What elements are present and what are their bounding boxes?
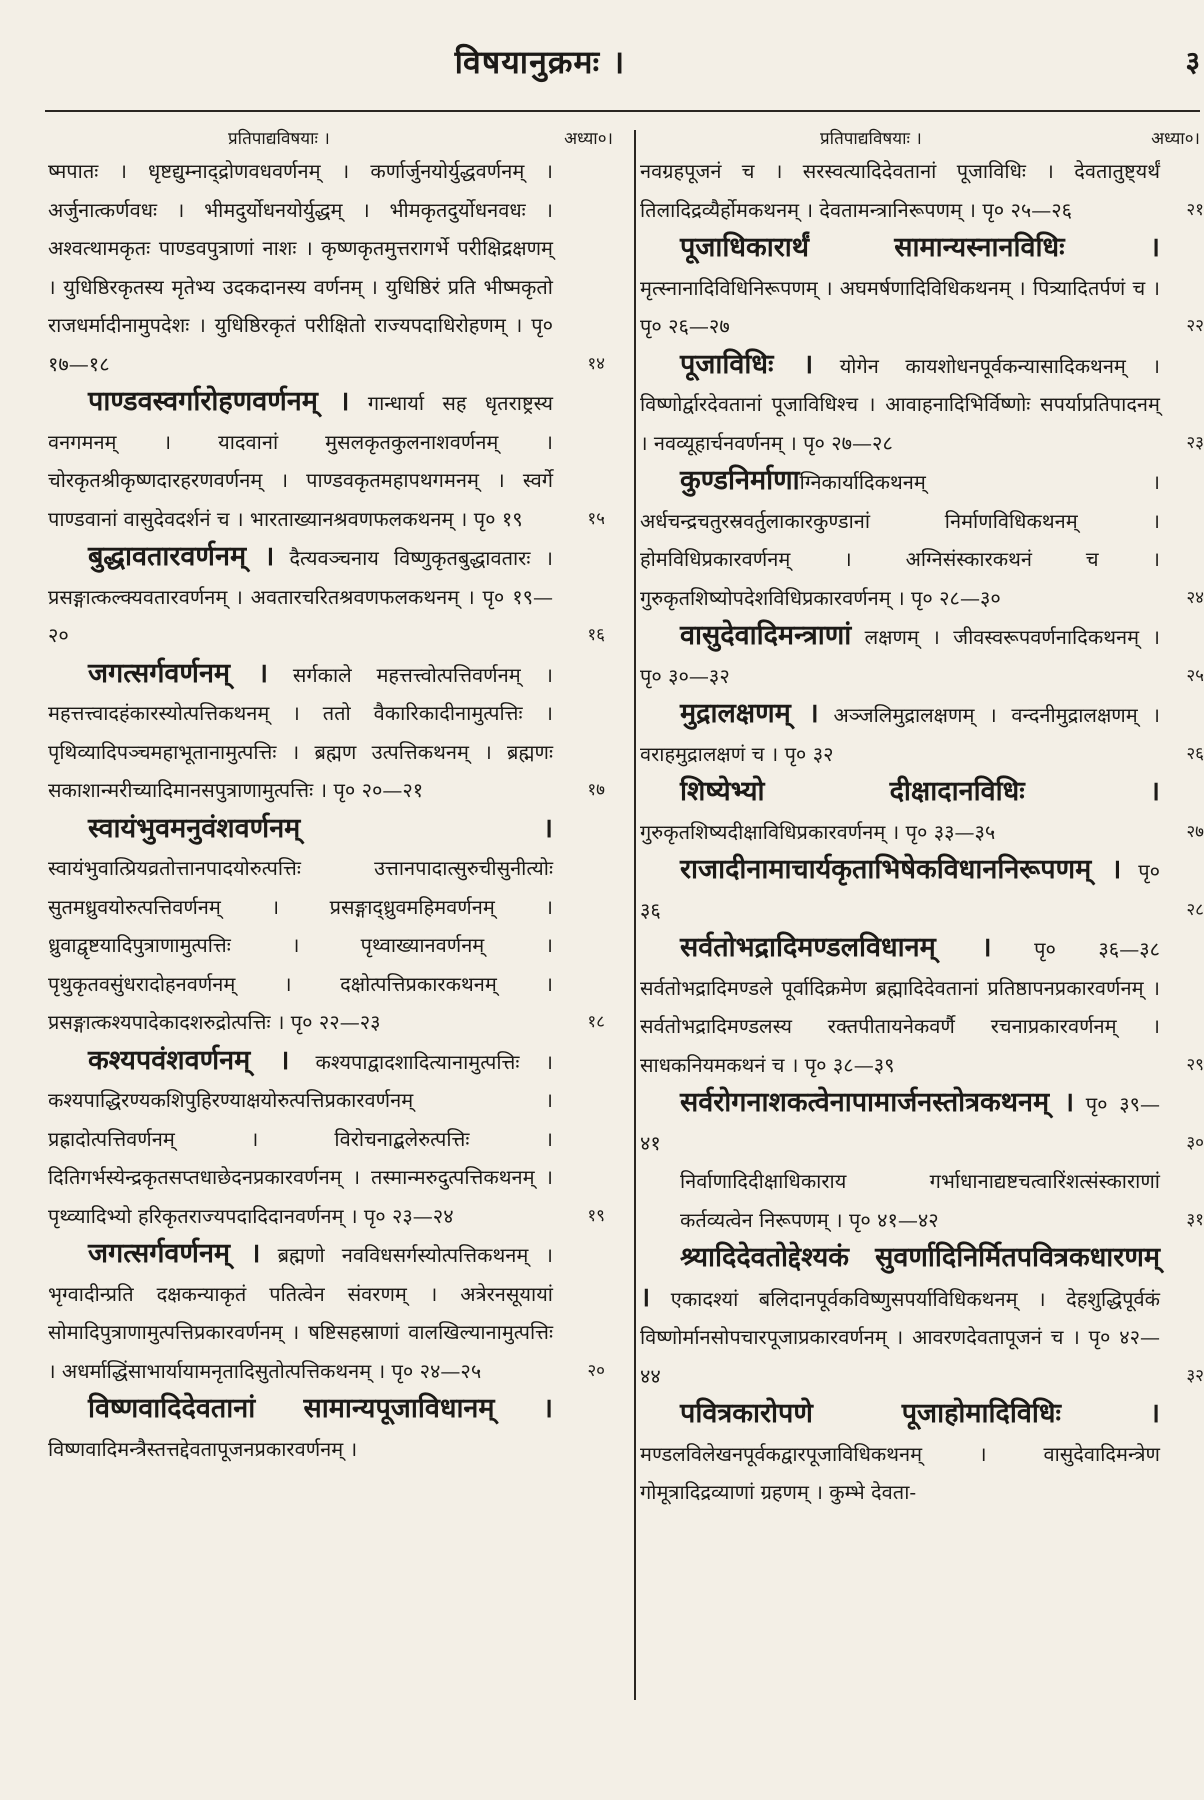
chapter-number: २४ <box>1186 587 1204 608</box>
chapter-number: ३० <box>1186 1132 1204 1153</box>
entry-text: दैत्यवञ्चनाय विष्णुकृतबुद्धावतारः । प्रसङ्गात्कल्क्यवतारवर्णनम् । अवतारचरितश्रवणफलकथनम् । पृ० १९—२० <box>48 546 554 647</box>
chapter-number: २० <box>587 1360 605 1381</box>
toc-entry <box>640 617 1204 695</box>
chapter-number: २८ <box>1186 899 1204 920</box>
entry-heading: शिष्येभ्यो दीक्षादानविधिः । <box>680 776 1160 807</box>
header-rule <box>45 110 1200 112</box>
entry-text: योगेन कायशोधनपूर्वकन्यासादिकथनम् । विष्णोर्द्वारदेवतानां पूजाविधिश्च । आवाहनादिभिर्विष्णोः सपर्याप्रतिपादनम् । नवव्यूहार्चनवर्णनम् । पृ० २७—२८ <box>640 353 1160 455</box>
entry-heading: सर्वरोगनाशकत्वेनापामार्जनस्तोत्रकथनम् । <box>680 1087 1075 1118</box>
entry-text: सर्गकाले महत्तत्त्वोत्पत्तिवर्णनम् । महत्तत्त्वादहंकारस्योत्पत्तिकथनम् । ततो वैकारिकादीनामुत्पत्तिः । पृथिव्यादिपञ्चमहाभूतानामुत्पत्तिः । ब्रह्मण उत्पत्तिकथनम् । ब्रह्मणः सकाशान्मरीच्यादिमानसपुत्राणामुत्पत्तिः । पृ० २०—२१ <box>48 662 553 802</box>
entry-text: गुरुकृतशिष्यदीक्षाविधिप्रकारवर्णनम् । पृ० ३३—३५ <box>640 819 996 844</box>
toc-entry <box>640 152 1204 229</box>
toc-entry <box>48 538 633 655</box>
toc-entry <box>680 1162 1204 1239</box>
toc-entry <box>640 851 1204 929</box>
toc-entry <box>640 1395 1200 1512</box>
chapter-number: १९ <box>587 1205 605 1226</box>
entry-heading: श्र्यादिदेवतोद्देश्यकं सुवर्णादिनिर्मितपवित्रकधारणम् । <box>640 1242 1160 1313</box>
entry-heading: जगत्सर्गवर्णनम् । <box>88 1238 261 1269</box>
entry-text: ग्निकार्यादिकथनम् । अर्धचन्द्रचतुरस्रवर्तुलाकारकुण्डानां निर्माणविधिकथनम् । होमविधिप्रकारवर्णनम् । अग्निसंस्कारकथनं च । गुरुकृतशिष्योपदेशविधिप्रकारवर्णनम् । पृ० २८—३० <box>640 470 1160 610</box>
toc-entry <box>48 655 633 810</box>
entry-heading: पूजाधिकारार्थं सामान्यस्नानविधिः । <box>680 232 1160 263</box>
toc-entry <box>640 229 1204 346</box>
entry-text: एकादश्यां बलिदानपूर्वकविष्णुसपर्याविधिकथनम् । देहशुद्धिपूर्वकं विष्णोर्मानसोपचारपूजाप्रकारवर्णनम् । आवरणदेवतापूजनं च । पृ० ४२—४४ <box>640 1286 1160 1388</box>
page-title: विषयानुक्रमः । <box>454 43 626 81</box>
page-number: ३ <box>1185 45 1200 78</box>
entry-text: ब्रह्मणो नवविधसर्गस्योत्पत्तिकथनम् । भृग्वादीन्प्रति दक्षकन्याकृतं पतित्वेन संवरणम् । अत्रेरनसूयायां सोमादिपुत्राणामुत्पत्तिप्रकारवर्णनम् । षष्टिसहस्राणां वालखिल्यानामुत्पत्तिः । अधर्माद्धिंसाभार्यायामनृतादिसुतोत्पत्तिकथनम् । पृ० २४—२५ <box>48 1243 553 1383</box>
chapter-number: २५ <box>1186 665 1204 686</box>
toc-entry <box>640 462 1204 617</box>
entry-text: पृ० ३६—३८ सर्वतोभद्रादिमण्डले पूर्वादिक्रमेण ब्रह्मादिदेवतानां प्रतिष्ठापनप्रकारवर्णनम् । सर्वतोभद्रादिमण्डलस्य रक्तपीतायनेकवर्णै रचनाप्रकारवर्णनम् । साधकनियमकथनं च । पृ० ३८—३९ <box>640 937 1160 1077</box>
chapter-number: १४ <box>587 353 605 374</box>
column-header <box>640 118 1200 152</box>
column-header-topic: प्रतिपाद्यविषयाः । <box>228 129 330 149</box>
toc-entry <box>48 810 633 1042</box>
entry-text: गान्धार्या सह धृतराष्ट्रस्य वनगमनम् । यादवानां मुसलकृतकुलनाशवर्णनम् । चोरकृतश्रीकृष्णदारहरणवर्णनम् । पाण्डवकृतमहापथगमनम् । स्वर्गे पाण्डवानां वासुदेवदर्शनं च । भारताख्यानश्रवणफलकथनम् । पृ० १९ <box>48 391 554 531</box>
column-header-chapter: अध्या०। <box>1151 129 1200 149</box>
entry-heading: पूजाविधिः । <box>680 348 814 380</box>
chapter-number: २६ <box>1186 743 1204 764</box>
toc-entry <box>640 346 1204 463</box>
entry-text: पृ० ३६ <box>640 859 1160 922</box>
entry-heading: जगत्सर्गवर्णनम् । <box>88 657 269 689</box>
entry-heading: पाण्डवस्वर्गारोहणवर्णनम् । <box>88 386 350 417</box>
entry-heading: वासुदेवादिमन्त्राणां <box>680 620 852 651</box>
entry-heading: विष्णवादिदेवतानां सामान्यपूजाविधानम् । <box>88 1393 553 1424</box>
chapter-number: २३ <box>1186 432 1204 453</box>
column-header-topic: प्रतिपाद्यविषयाः । <box>820 129 922 149</box>
column-divider <box>634 130 636 1700</box>
entry-heading: सर्वतोभद्रादिमण्डलविधानम् । <box>680 932 992 963</box>
toc-entry <box>640 773 1204 851</box>
entry-heading: पवित्रकारोपणे पूजाहोमादिविधिः । <box>680 1398 1160 1429</box>
toc-entry <box>48 1235 633 1390</box>
entry-heading: कश्यपवंशवर्णनम् । <box>88 1044 290 1076</box>
entry-text: नवग्रहपूजनं च । सरस्वत्यादिदेवतानां पूजाविधिः । देवतातुष्ट्यर्थं तिलादिद्रव्यैर्होमकथनम् । देवतामन्त्रानिरूपणम् । पृ० २५—२६ <box>640 159 1160 222</box>
chapter-number: १७ <box>587 780 605 800</box>
toc-entry <box>48 1390 633 1468</box>
toc-entry <box>640 695 1204 773</box>
toc-entry <box>640 1084 1204 1162</box>
entry-text: ष्मपातः । धृष्टद्युम्नाद्द्रोणवधवर्णनम् । कर्णार्जुनयोर्युद्धवर्णनम् । अर्जुनात्कर्णवधः । भीमदुर्योधनयोर्युद्धम् । भीमकृतदुर्योधनवधः । अश्वत्थामकृतः पाण्डवपुत्राणां नाशः । कृष्णकृतमुत्तरागर्भे परीक्षिद्रक्षणम् । युधिष्ठिरकृतस्य मृतेभ्य उदकदानस्य वर्णनम् । युधिष्ठिरं प्रति भीष्मकृतो राजधर्मादीनामुपदेशः । युधिष्ठिरकृतं परीक्षितो राज्यपदाधिरोहणम् । पृ० १७—१८ <box>48 159 553 376</box>
chapter-number: २९ <box>1186 1054 1204 1075</box>
entry-heading: कुण्डनिर्माणा <box>680 465 800 496</box>
chapter-number: १६ <box>587 625 605 645</box>
toc-entry <box>640 929 1204 1084</box>
entry-heading: स्वायंभुवमनुवंशवर्णनम् । <box>88 812 553 844</box>
entry-text: कश्यपाद्वादशादित्यानामुत्पत्तिः । कश्यपाद्धिरण्यकशिपुहिरण्याक्षयोरुत्पत्तिप्रकारवर्णनम् । प्रह्रादोत्पत्तिवर्णनम् । विरोचनाद्बलेरुत्पत्तिः । दितिगर्भस्येन्द्रकृतसप्तधाछेदनप्रकारवर्णनम् । तस्मान्मरुदुत्पत्तिकथनम् । पृथ्व्यादिभ्यो हरिकृतराज्यपदादिदानवर्णनम् । पृ० २३—२४ <box>48 1049 553 1228</box>
chapter-number: २१ <box>1186 199 1204 220</box>
entry-text: निर्वाणादिदीक्षाधिकाराय गर्भाधानाद्यष्टचत्वारिंशत्संस्काराणां कर्तव्यत्वेन निरूपणम् । पृ० ४१—४२ <box>680 1169 1160 1232</box>
entry-text: पृ० ३९—४१ <box>640 1092 1160 1155</box>
toc-entry <box>640 1239 1204 1395</box>
chapter-number: ३१ <box>1186 1209 1204 1230</box>
entry-text: अञ्जलिमुद्रालक्षणम् । वन्दनीमुद्रालक्षणम् । वराहमुद्रालक्षणं च । पृ० ३२ <box>640 703 1160 766</box>
chapter-number: २७ <box>1186 821 1204 842</box>
toc-entry <box>48 383 633 538</box>
entry-text: स्वायंभुवात्प्रियव्रतोत्तानपादयोरुत्पत्तिः उत्तानपादात्सुरुचीसुनीत्योः सुतमध्रुवयोरुत्पत्तिवर्णनम् । प्रसङ्गाद्ध्रुवमहिमवर्णनम् । ध्रुवाद्वृष्टयादिपुत्राणामुत्पत्तिः । पृथ्वाख्यानवर्णनम् । पृथुकृतवसुंधरादोहनवर्णनम् । दक्षोत्पत्तिप्रकारकथनम् । प्रसङ्गात्कश्यपादेकादशरुद्रोत्पत्तिः । पृ० २२—२३ <box>48 856 553 1034</box>
column-header <box>48 118 633 152</box>
column-header-chapter: अध्या०। <box>564 129 613 149</box>
entry-text: लक्षणम् । जीवस्वरूपवर्णनादिकथनम् । पृ० ३०—३२ <box>640 625 1160 688</box>
toc-entry <box>48 152 633 383</box>
chapter-number: १५ <box>587 508 605 529</box>
entry-heading: राजादीनामाचार्यकृताभिषेकविधाननिरूपणम् । <box>680 854 1122 885</box>
chapter-number: ३२ <box>1186 1365 1204 1386</box>
entry-text: मण्डलविलेखनपूर्वकद्वारपूजाविधिकथनम् । वासुदेवादिमन्त्रेण गोमूत्रादिद्रव्याणां ग्रहणम् । कुम्भे देवता- <box>640 1441 1160 1504</box>
page-header <box>0 40 1200 90</box>
entry-heading: बुद्धावतारवर्णनम् । <box>88 541 275 572</box>
toc-entry <box>48 1042 633 1236</box>
entry-heading: मुद्रालक्षणम् । <box>680 698 819 729</box>
chapter-number: १८ <box>587 1012 605 1032</box>
entry-text: विष्णवादिमन्त्रैस्तत्तद्देवतापूजनप्रकारवर्णनम् । <box>48 1436 358 1461</box>
entry-text: मृत्स्नानादिविधिनिरूपणम् । अघमर्षणादिविधिकथनम् । पित्र्यादितर्पणं च । पृ० २६—२७ <box>640 275 1160 338</box>
left-column <box>48 118 633 1698</box>
right-column <box>640 118 1204 1698</box>
chapter-number: २२ <box>1186 316 1204 336</box>
